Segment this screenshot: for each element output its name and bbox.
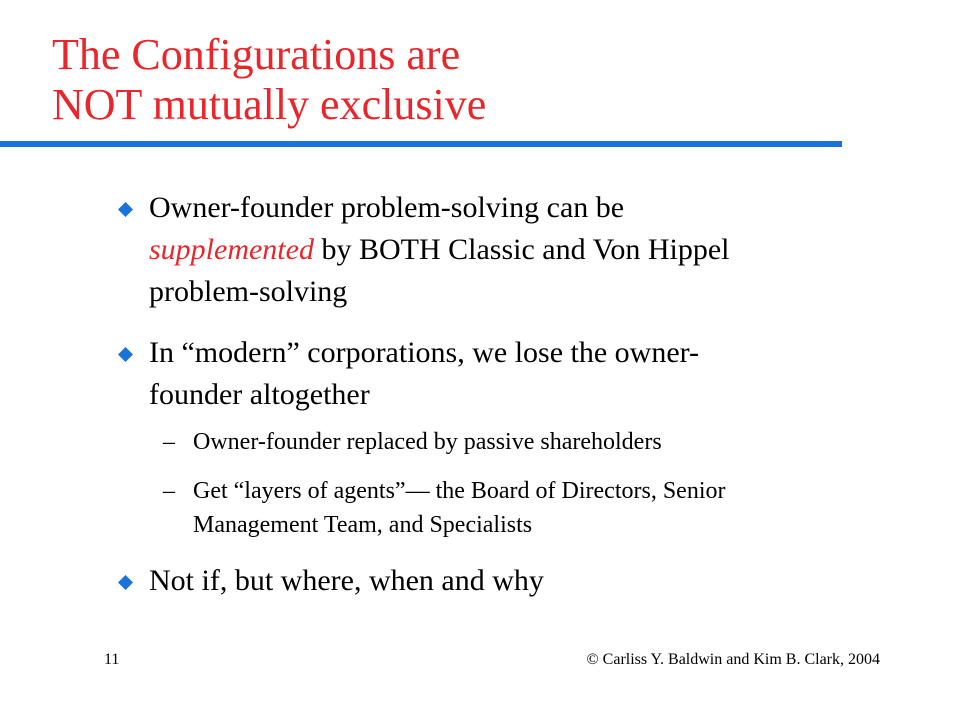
subbullet-line: Get “layers of agents”— the Board of Directors, Senior (193, 478, 726, 504)
bullet-line: Not if, but where, when and why (149, 564, 544, 597)
subbullet-text (193, 425, 933, 459)
copyright-notice: © Carliss Y. Baldwin and Kim B. Clark, 2004 (586, 651, 880, 668)
bullet-line-rest: by BOTH Classic and Von Hippel (313, 233, 730, 266)
emphasis-text: supplemented (149, 233, 314, 266)
bullet-line: Owner-founder problem-solving can be (149, 191, 625, 224)
diamond-bullet-icon (118, 202, 133, 217)
diamond-bullet-icon (118, 575, 133, 590)
title-line-1: The Configurations are (52, 30, 461, 79)
bullet-line: founder altogether (149, 378, 370, 411)
bullet-line: problem-solving (149, 275, 348, 308)
slide-title (52, 30, 486, 130)
bullet-line (149, 229, 909, 271)
bullet-text (149, 560, 909, 602)
subbullet-line: Management Team, and Specialists (193, 512, 533, 538)
diamond-bullet-icon (118, 347, 133, 362)
bullet-text (149, 332, 909, 416)
title-underline-rule (0, 141, 842, 147)
dash-marker: – (163, 429, 175, 455)
bullet-line: In “modern” corporations, we lose the owner- (149, 336, 700, 369)
subbullet-text (193, 474, 933, 542)
title-line-2: NOT mutually exclusive (52, 80, 487, 129)
subbullet-line: Owner-founder replaced by passive shareholders (193, 429, 662, 455)
bullet-text (149, 187, 909, 313)
dash-marker: – (163, 478, 175, 504)
page-number: 11 (104, 651, 120, 668)
